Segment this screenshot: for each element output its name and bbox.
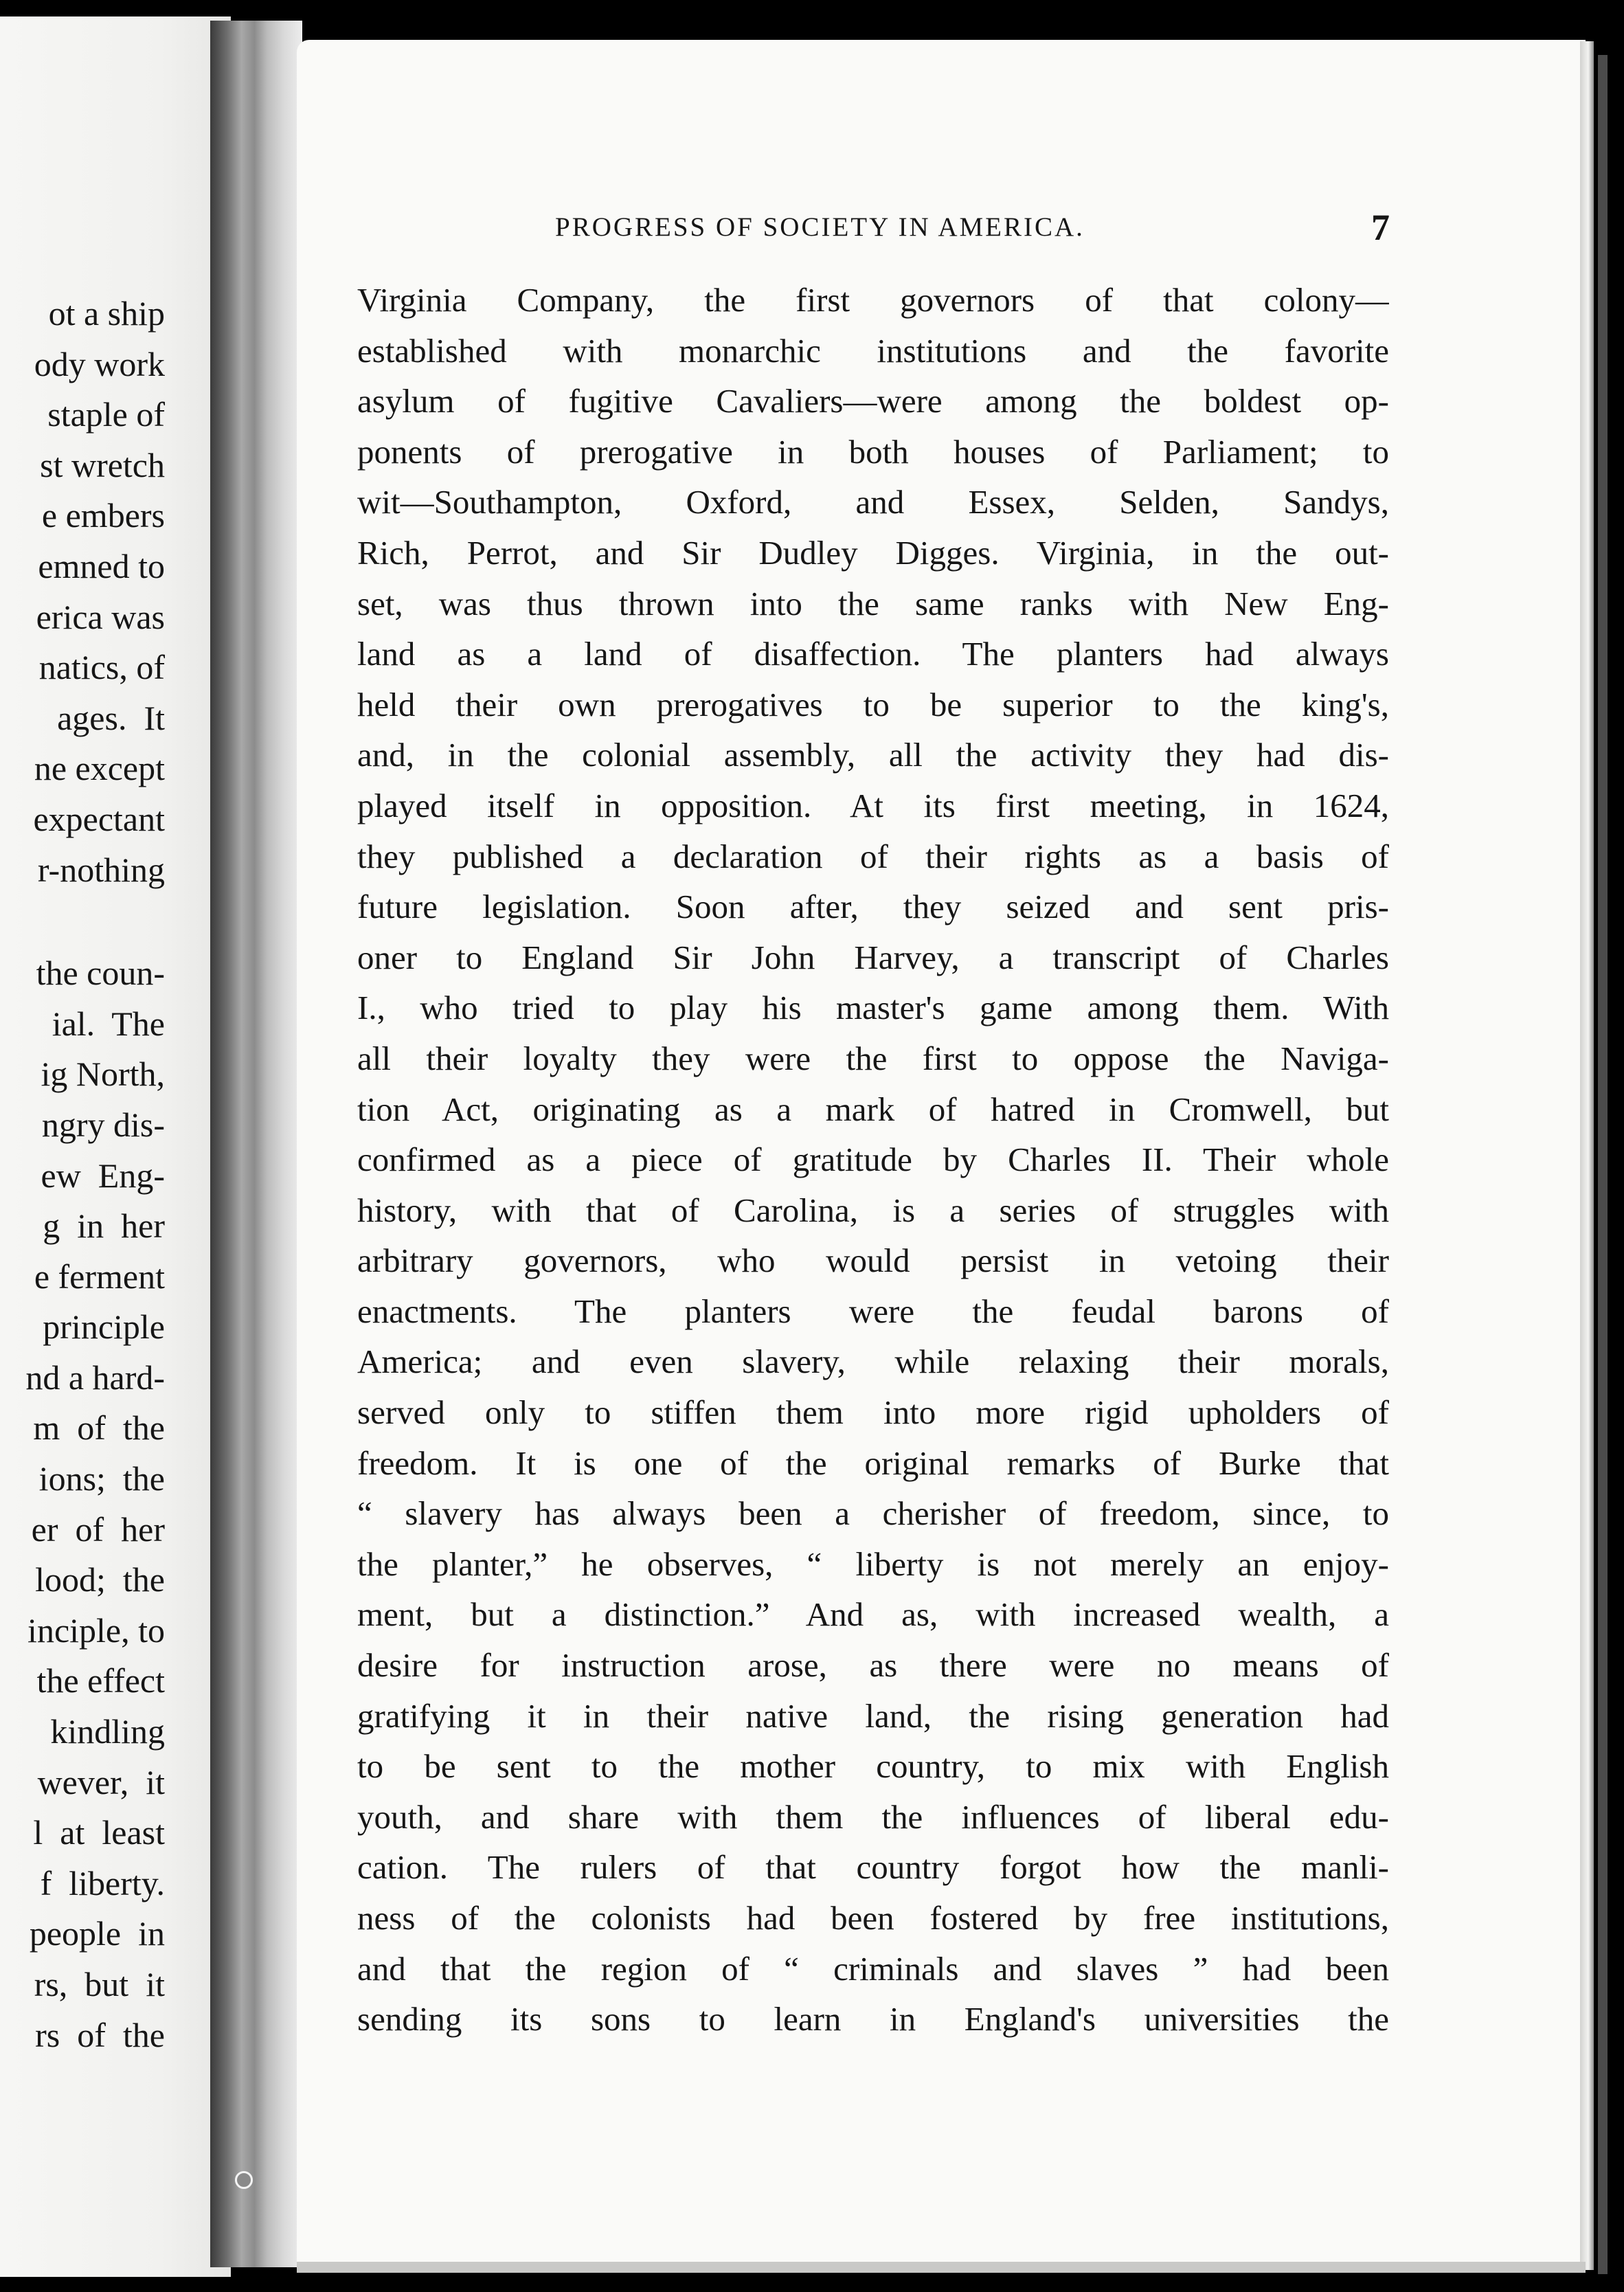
body-line xyxy=(357,982,1389,1033)
left-page-line: l at least xyxy=(33,1813,165,1852)
body-line xyxy=(357,1488,1389,1539)
body-line xyxy=(357,1539,1389,1590)
body-line-text: ment, but a distinction.” And as, with increased wealth, a xyxy=(357,1595,1389,1634)
body-line xyxy=(357,1842,1389,1893)
body-line xyxy=(357,427,1389,477)
body-line xyxy=(357,881,1389,932)
body-line-text: all their loyalty they were the first to oppose the Naviga- xyxy=(357,1039,1389,1077)
body-line-text: played itself in opposition. At its first meeting, in 1624, xyxy=(357,786,1389,824)
body-line xyxy=(357,1084,1389,1135)
left-page-line: inciple, to xyxy=(27,1610,165,1650)
body-line xyxy=(357,1589,1389,1640)
body-line-text: the planter,” he observes, “ liberty is not merely an enjoy- xyxy=(357,1544,1389,1583)
body-line-text: served only to stiffen them into more rigid upholders of xyxy=(357,1393,1389,1432)
body-line-text: oner to England Sir John Harvey, a transcript of Charles xyxy=(357,938,1389,976)
body-line-text: America; and even slavery, while relaxing their morals, xyxy=(357,1342,1389,1381)
body-line-text: desire for instruction arose, as there were no means of xyxy=(357,1646,1389,1685)
body-line xyxy=(357,730,1389,780)
body-line-text: sending its sons to learn in England's universities the xyxy=(357,2000,1389,2038)
body-line-text: ness of the colonists had been fostered by free institutions, xyxy=(357,1899,1389,1937)
body-line-text: history, with that of Carolina, is a series of struggles with xyxy=(357,1191,1389,1229)
left-page-line: expectant xyxy=(33,799,165,838)
left-page-line: st wretch xyxy=(40,445,165,484)
body-line xyxy=(357,1235,1389,1286)
body-line-text: youth, and share with them the influences of liberal edu- xyxy=(357,1797,1389,1836)
left-page-line: natics, of xyxy=(38,648,165,687)
left-page-line: ngry dis- xyxy=(41,1105,165,1144)
body-line xyxy=(357,679,1389,730)
page-edge-shadow xyxy=(1598,55,1608,2274)
left-page-line: rs, but it xyxy=(34,1965,165,2003)
binding-hole-icon xyxy=(235,2171,253,2189)
body-text xyxy=(357,275,1389,2045)
body-line-text: enactments. The planters were the feudal barons of xyxy=(357,1292,1389,1330)
body-line-text: Virginia Company, the first governors of that colony— xyxy=(357,281,1389,319)
left-page-line: the effect xyxy=(36,1661,165,1700)
body-line xyxy=(357,932,1389,983)
left-page-line: ages. It xyxy=(57,698,165,737)
left-page-line: ial. The xyxy=(52,1004,165,1043)
body-line-text: and, in the colonial assembly, all the activity they had dis- xyxy=(357,736,1389,774)
body-line xyxy=(357,1691,1389,1742)
left-page-line: e ferment xyxy=(34,1257,165,1296)
left-page-line: r-nothing xyxy=(37,850,165,889)
body-line-text: land as a land of disaffection. The planters had always xyxy=(357,635,1389,673)
body-line-text: set, was thus thrown into the same ranks with New Eng- xyxy=(357,584,1389,622)
left-page-line: rs of the xyxy=(35,2015,165,2054)
left-page-line: staple of xyxy=(47,395,165,434)
body-line xyxy=(357,831,1389,882)
body-line xyxy=(357,1741,1389,1792)
left-page-line: erica was xyxy=(36,597,165,636)
left-page-line: ody work xyxy=(34,344,165,383)
body-line xyxy=(357,1438,1389,1489)
body-line-text: they published a declaration of their rights as a basis of xyxy=(357,837,1389,875)
body-line-text: “ slavery has always been a cherisher of freedom, since, to xyxy=(357,1494,1389,1533)
body-line xyxy=(357,578,1389,629)
body-line xyxy=(357,1286,1389,1337)
body-line xyxy=(357,1134,1389,1185)
left-page-line: the coun- xyxy=(36,954,165,993)
book-gutter xyxy=(210,21,302,2267)
left-page-line: e embers xyxy=(41,496,165,535)
body-line-text: held their own prerogatives to be superior to the king's, xyxy=(357,685,1389,723)
left-page-line: ions; the xyxy=(38,1459,165,1498)
left-page-text xyxy=(0,289,165,2060)
body-line-text: and that the region of “ criminals and slaves ” had been xyxy=(357,1949,1389,1988)
left-page-line: ew Eng- xyxy=(41,1156,165,1195)
page-number: 7 xyxy=(1371,207,1390,248)
body-line-text: future legislation. Soon after, they seized and sent pris- xyxy=(357,888,1389,926)
body-line-text: freedom. It is one of the original remarks of Burke that xyxy=(357,1443,1389,1482)
body-line-text: I., who tried to play his master's game among them. With xyxy=(357,989,1389,1027)
body-line-text: asylum of fugitive Cavaliers—were among the boldest op- xyxy=(357,382,1389,420)
body-line xyxy=(357,1033,1389,1084)
left-page-line: principle xyxy=(43,1307,165,1347)
body-line xyxy=(357,1640,1389,1691)
body-line-text: arbitrary governors, who would persist in vetoing their xyxy=(357,1242,1389,1280)
body-line-text: tion Act, originating as a mark of hatred in Cromwell, but xyxy=(357,1090,1389,1128)
page-bottom-edge xyxy=(297,2262,1586,2273)
left-page-line: m of the xyxy=(33,1408,165,1448)
left-page-line: wever, it xyxy=(37,1762,165,1801)
body-line xyxy=(357,275,1389,326)
running-head: PROGRESS OF SOCIETY IN AMERICA. xyxy=(555,212,1085,242)
body-line-text: Rich, Perrot, and Sir Dudley Digges. Virginia, in the out- xyxy=(357,533,1389,572)
left-page-line: ig North, xyxy=(41,1055,165,1094)
page-edge xyxy=(1580,41,1594,2270)
body-line xyxy=(357,528,1389,578)
body-line-text: established with monarchic institutions and the favorite xyxy=(357,331,1389,370)
body-line-text: ponents of prerogative in both houses of Parliament; to xyxy=(357,432,1389,471)
left-page-line: lood; the xyxy=(35,1560,165,1599)
body-line xyxy=(357,780,1389,831)
body-line-text: to be sent to the mother country, to mix with English xyxy=(357,1747,1389,1786)
left-page-line: g in her xyxy=(43,1206,165,1246)
left-facing-page xyxy=(0,16,231,2277)
body-line xyxy=(357,326,1389,377)
body-line-text: gratifying it in their native land, the rising generation had xyxy=(357,1696,1389,1735)
body-line xyxy=(357,1185,1389,1236)
left-page-line: ne except xyxy=(34,749,165,788)
body-line xyxy=(357,1944,1389,1995)
body-line-text: confirmed as a piece of gratitude by Charles II. Their whole xyxy=(357,1141,1389,1179)
body-line xyxy=(357,1893,1389,1944)
left-page-line: ot a ship xyxy=(48,294,165,333)
body-line xyxy=(357,477,1389,528)
body-line xyxy=(357,1792,1389,1843)
paragraph-gap xyxy=(0,895,165,948)
body-line xyxy=(357,1994,1389,2045)
left-page-line: nd a hard- xyxy=(25,1358,165,1397)
body-line-text: cation. The rulers of that country forgot how the manli- xyxy=(357,1848,1389,1887)
left-page-line: people in xyxy=(29,1914,165,1953)
body-line xyxy=(357,1336,1389,1387)
body-line xyxy=(357,629,1389,679)
left-page-line: emned to xyxy=(38,546,165,585)
body-line xyxy=(357,1387,1389,1438)
left-page-line: er of her xyxy=(31,1509,165,1549)
body-line xyxy=(357,376,1389,427)
left-page-line: f liberty. xyxy=(40,1863,165,1902)
body-line-text: wit—Southampton, Oxford, and Essex, Selden, Sandys, xyxy=(357,483,1389,521)
left-page-line: kindling xyxy=(50,1712,165,1751)
